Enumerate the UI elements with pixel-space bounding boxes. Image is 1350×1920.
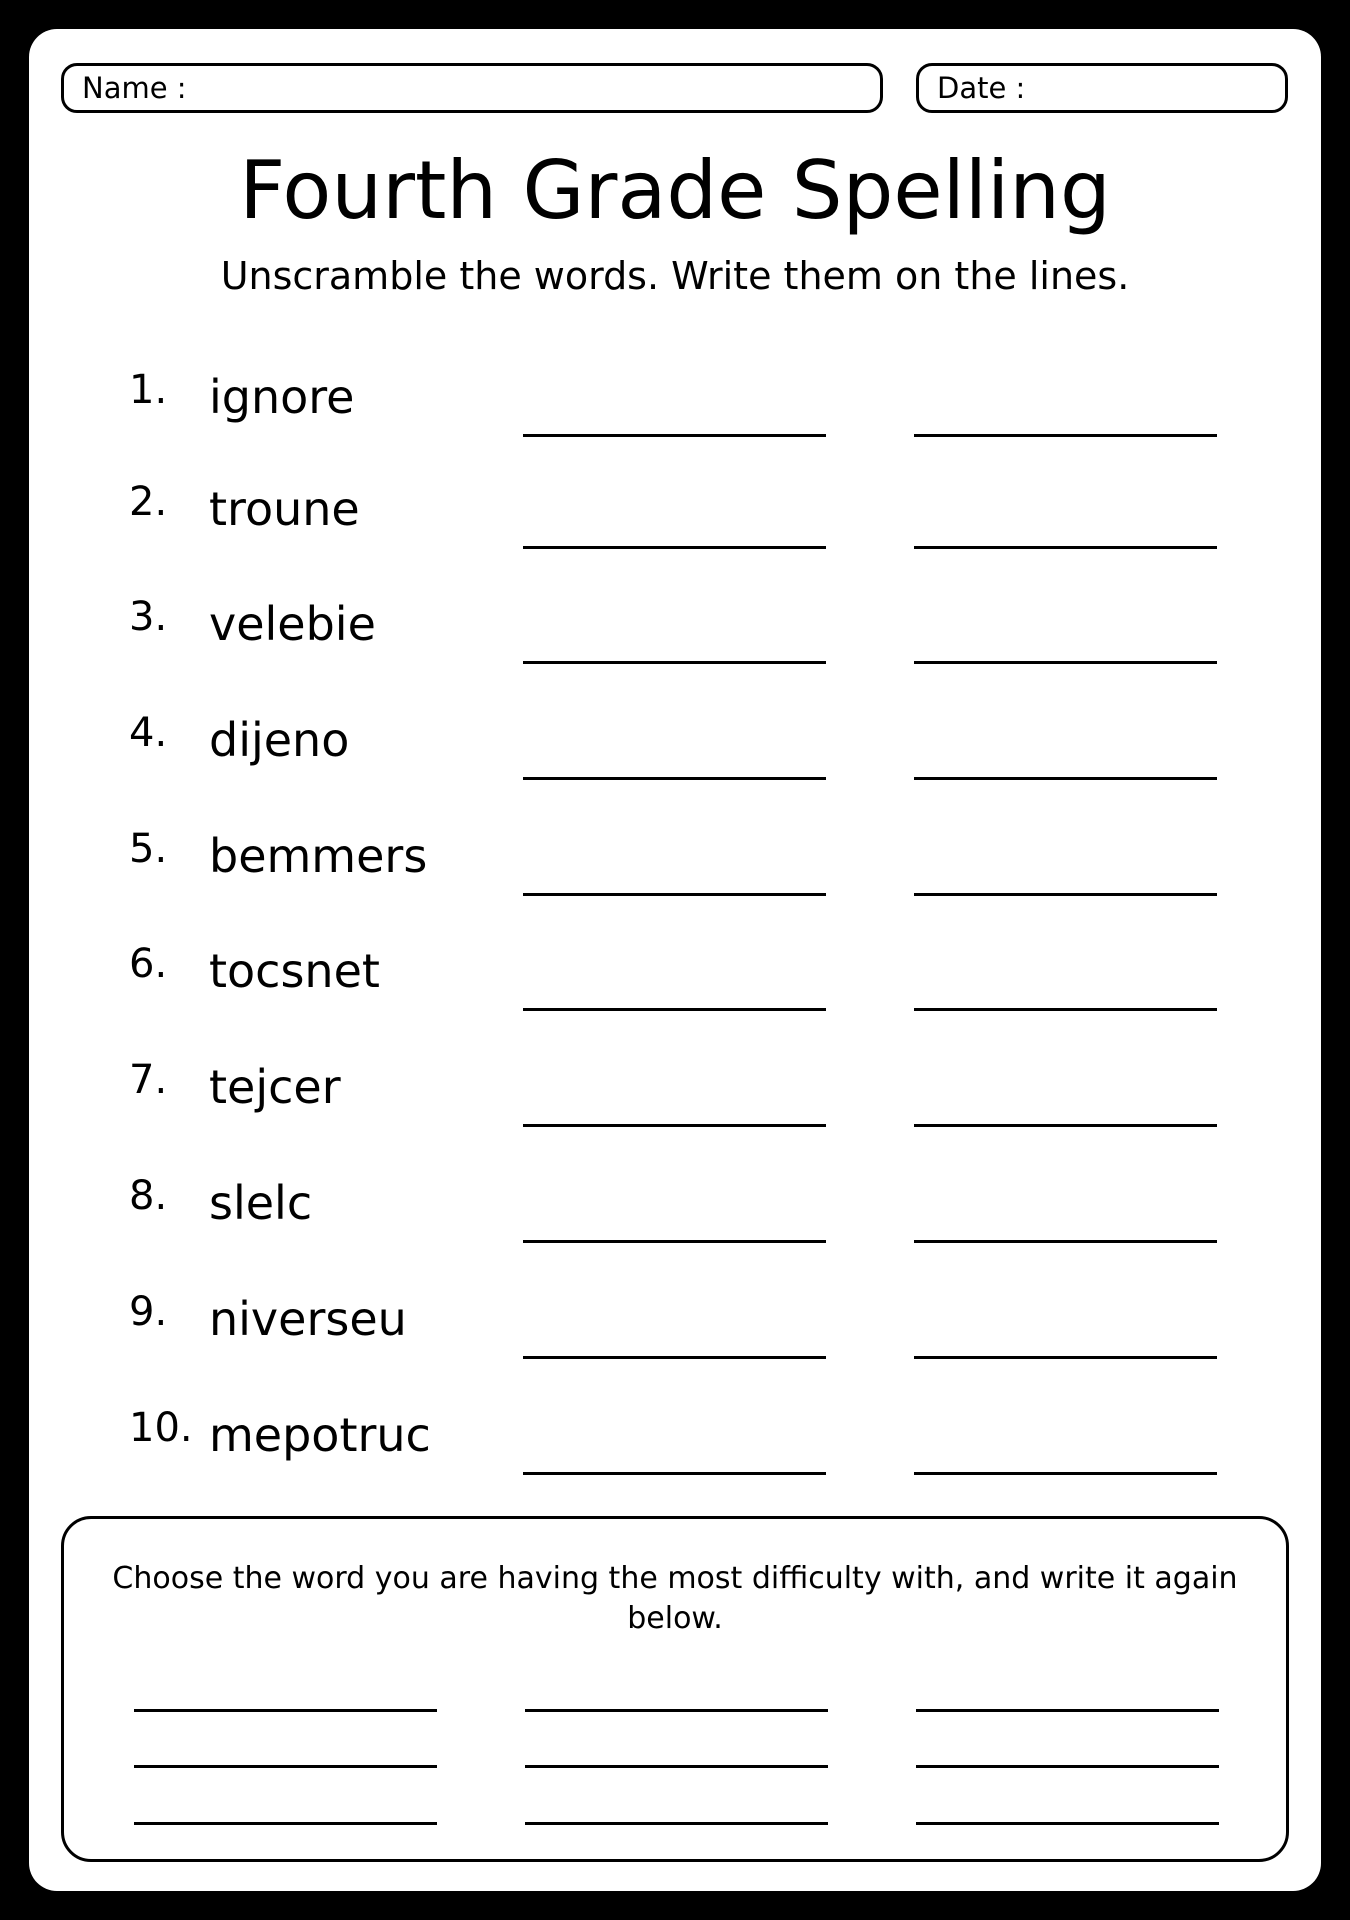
practice-line[interactable] (916, 1822, 1219, 1825)
scrambled-word: niverseu (209, 1292, 407, 1346)
word-number: 9. (129, 1289, 168, 1335)
answer-line[interactable] (523, 1008, 826, 1011)
name-field[interactable] (61, 63, 883, 113)
word-row (29, 921, 1321, 1021)
practice-line[interactable] (525, 1765, 828, 1768)
practice-box (61, 1516, 1289, 1862)
worksheet-page (29, 29, 1321, 1891)
page-title: Fourth Grade Spelling (239, 144, 1111, 237)
word-row (29, 1269, 1321, 1369)
word-row (29, 690, 1321, 790)
answer-line[interactable] (523, 546, 826, 549)
word-number: 2. (129, 479, 168, 525)
word-row (29, 1385, 1321, 1485)
word-number: 6. (129, 941, 168, 987)
answer-line[interactable] (914, 1008, 1217, 1011)
practice-line[interactable] (134, 1822, 437, 1825)
practice-line[interactable] (525, 1822, 828, 1825)
practice-line[interactable] (916, 1765, 1219, 1768)
word-number: 5. (129, 826, 168, 872)
name-label: Name : (82, 71, 187, 105)
instructions: Unscramble the words. Write them on the lines. (220, 254, 1130, 298)
answer-line[interactable] (914, 1124, 1217, 1127)
scrambled-word: mepotruc (209, 1408, 431, 1462)
answer-line[interactable] (914, 777, 1217, 780)
word-number: 1. (129, 367, 168, 413)
practice-instruction: Choose the word you are having the most difficulty with, and write it again below. (112, 1561, 1238, 1636)
scrambled-word: tejcer (209, 1060, 341, 1114)
scrambled-word: bemmers (209, 829, 428, 883)
scrambled-word: velebie (209, 597, 376, 651)
date-label: Date : (937, 71, 1026, 105)
answer-line[interactable] (523, 1356, 826, 1359)
word-number: 3. (129, 594, 168, 640)
answer-line[interactable] (914, 893, 1217, 896)
answer-line[interactable] (523, 434, 826, 437)
answer-line[interactable] (914, 661, 1217, 664)
word-row (29, 806, 1321, 906)
scrambled-word: ignore (209, 370, 355, 424)
answer-line[interactable] (523, 777, 826, 780)
date-field[interactable] (916, 63, 1288, 113)
answer-line[interactable] (914, 546, 1217, 549)
word-number: 4. (129, 710, 168, 756)
scrambled-word: tocsnet (209, 944, 380, 998)
practice-line[interactable] (134, 1765, 437, 1768)
answer-line[interactable] (523, 1472, 826, 1475)
practice-line[interactable] (134, 1709, 437, 1712)
word-row (29, 459, 1321, 559)
word-number: 8. (129, 1173, 168, 1219)
answer-line[interactable] (914, 1472, 1217, 1475)
practice-line[interactable] (525, 1709, 828, 1712)
word-number: 10. (129, 1405, 193, 1451)
word-row (29, 347, 1321, 447)
answer-line[interactable] (914, 1356, 1217, 1359)
word-row (29, 1037, 1321, 1137)
scrambled-word: dijeno (209, 713, 350, 767)
answer-line[interactable] (523, 1124, 826, 1127)
scrambled-word: troune (209, 482, 360, 536)
practice-line[interactable] (916, 1709, 1219, 1712)
answer-line[interactable] (914, 434, 1217, 437)
word-row (29, 574, 1321, 674)
word-row (29, 1153, 1321, 1253)
scrambled-word: slelc (209, 1176, 313, 1230)
answer-line[interactable] (914, 1240, 1217, 1243)
answer-line[interactable] (523, 1240, 826, 1243)
word-number: 7. (129, 1057, 168, 1103)
answer-line[interactable] (523, 661, 826, 664)
answer-line[interactable] (523, 893, 826, 896)
